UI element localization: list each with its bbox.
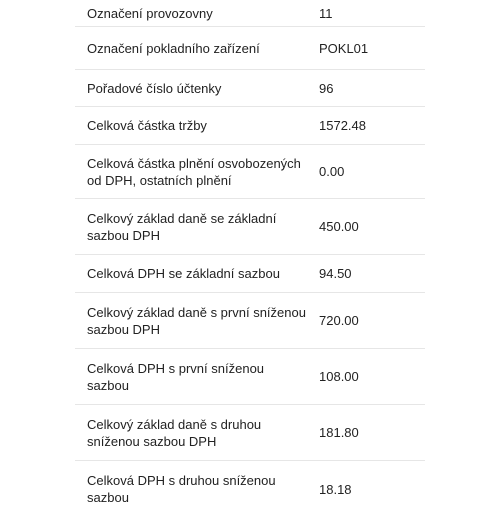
row-label: Celková DPH se základní sazbou: [87, 266, 280, 281]
row-value: 181.80: [319, 425, 359, 440]
row-value: 450.00: [319, 219, 359, 234]
table-row-vat-exempt-amount: [75, 145, 425, 199]
row-label: Celkový základ daně s první sníženou sazbou DPH: [87, 304, 306, 337]
receipt-details-table: [75, 0, 425, 517]
table-row-receipt-number: [75, 70, 425, 107]
row-label: Celková DPH s druhou sníženou sazbou: [87, 473, 276, 505]
table-row-vat-first-reduced-rate: [75, 349, 425, 405]
table-row-base-second-reduced-rate: [75, 405, 425, 461]
row-label: Označení provozovny: [87, 5, 213, 21]
row-label: Pořadové číslo účtenky: [87, 80, 222, 96]
table-row-premises-id: [75, 0, 425, 27]
row-value: 0.00: [319, 164, 345, 179]
row-value: 720.00: [319, 313, 359, 328]
table-row-total-amount: [75, 107, 425, 145]
row-value: 11: [319, 5, 333, 21]
table-row-base-first-reduced-rate: [75, 293, 425, 349]
row-label: Celková částka tržby: [87, 118, 207, 133]
table-row-base-standard-rate: [75, 199, 425, 255]
row-value: 108.00: [319, 369, 359, 384]
row-value: POKL01: [319, 40, 369, 56]
table-row-vat-standard-rate: [75, 255, 425, 293]
row-label: Celková částka plnění osvobozených od DPH, ostatních plnění: [87, 155, 301, 188]
row-value: 18.18: [319, 481, 352, 497]
row-label: Celková DPH s první sníženou sazbou: [87, 360, 265, 393]
row-value: 1572.48: [319, 118, 366, 133]
row-label: Celkový základ daně se základní sazbou DPH: [87, 210, 277, 243]
table-row-register-id: [75, 27, 425, 70]
row-value: 94.50: [319, 266, 352, 281]
row-value: 96: [319, 80, 334, 96]
row-label: Označení pokladního zařízení: [87, 40, 260, 56]
row-label: Celkový základ daně s druhou sníženou sazbou DPH: [87, 416, 262, 449]
table-row-vat-second-reduced-rate: [75, 461, 425, 517]
